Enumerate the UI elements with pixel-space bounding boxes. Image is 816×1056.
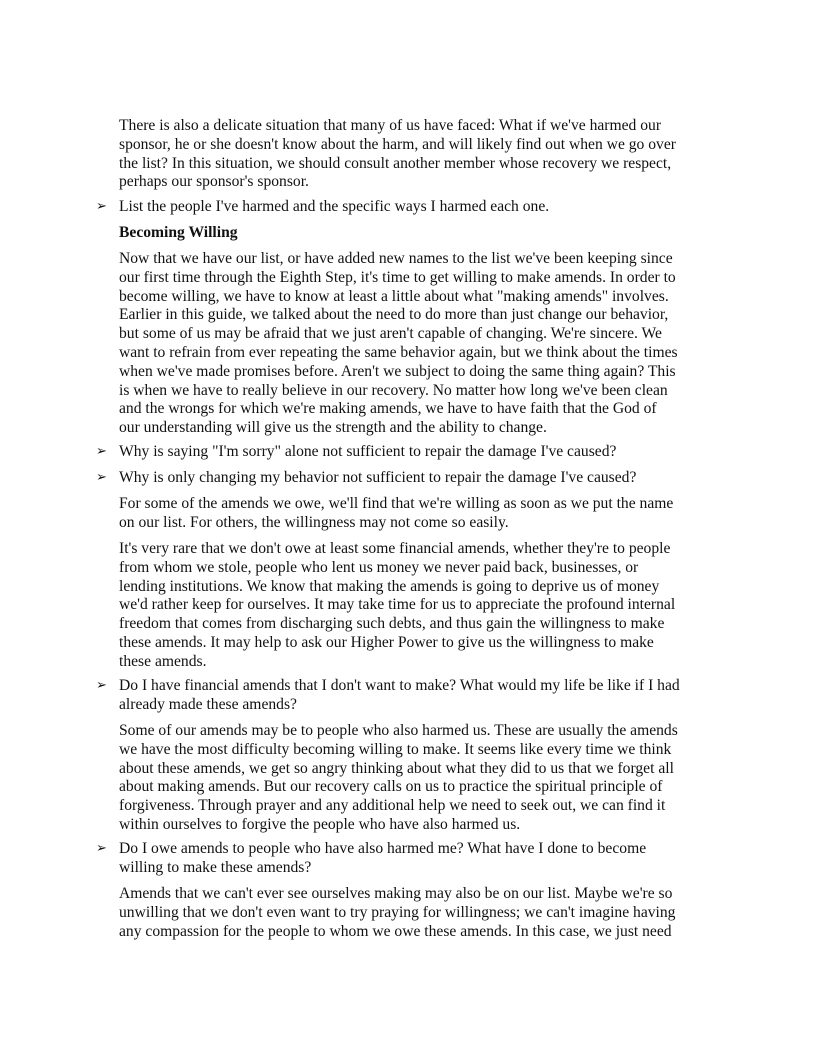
text-line: Now that we have our list, or have added new names to the list we've been keeping since xyxy=(119,250,673,267)
text-line: already made these amends? xyxy=(119,695,297,713)
text-line: these amends. It may help to ask our Higher Power to give us the willingness to make xyxy=(119,633,654,651)
text-line: List the people I've harmed and the specific ways I harmed each one. xyxy=(119,198,550,215)
text-line: any compassion for the people to whom we owe these amends. In this case, we just need xyxy=(119,922,672,940)
text-line: we have the most difficulty becoming willing to make. It seems like every time we think xyxy=(119,740,672,758)
text-line: Why is saying "I'm sorry" alone not sufficient to repair the damage I've caused? xyxy=(119,443,617,460)
bullet-arrow-icon: ➢ xyxy=(96,444,107,459)
bullet-arrow-icon: ➢ xyxy=(96,841,107,856)
text-line: from whom we stole, people who lent us money we never paid back, businesses, or xyxy=(119,558,639,576)
text-line: on our list. For others, the willingness may not come so easily. xyxy=(119,513,509,531)
question-sorry xyxy=(119,443,705,462)
text-line: about these amends, we get so angry thinking about what they did to us that we forget all xyxy=(119,759,674,777)
paragraph-willing-soon xyxy=(119,495,705,533)
text-line: Why is only changing my behavior not sufficient to repair the damage I've caused? xyxy=(119,469,637,486)
paragraph-becoming-willing xyxy=(119,250,705,438)
text-line: Some of our amends may be to people who also harmed us. These are usually the amends xyxy=(119,722,678,739)
text-line: lending institutions. We know that making the amends is going to deprive us of money xyxy=(119,577,660,595)
text-line: Do I have financial amends that I don't want to make? What would my life be like if I had xyxy=(119,677,680,694)
text-line: the list? In this situation, we should consult another member whose recovery we respect, xyxy=(119,154,672,172)
text-line: There is also a delicate situation that many of us have faced: What if we've harmed our xyxy=(119,117,662,134)
text-line: our first time through the Eighth Step, it's time to get willing to make amends. In order to xyxy=(119,268,676,286)
text-line: within ourselves to forgive the people who have also harmed us. xyxy=(119,815,521,833)
text-line: want to refrain from ever repeating the same behavior again, but we think about the times xyxy=(119,343,678,361)
paragraph-financial xyxy=(119,540,705,672)
bullet-arrow-icon: ➢ xyxy=(96,678,107,693)
text-line: It's very rare that we don't owe at least some financial amends, whether they're to people xyxy=(119,540,671,557)
text-line: about making amends. But our recovery calls on us to practice the spiritual principle of xyxy=(119,778,663,796)
question-financial xyxy=(119,677,705,715)
text-line: sponsor, he or she doesn't know about the harm, and will likely find out when we go over xyxy=(119,135,676,153)
paragraph-sponsor-harm xyxy=(119,117,705,192)
text-line: Earlier in this guide, we talked about the need to do more than just change our behavior, xyxy=(119,306,669,324)
text-line: freedom that comes from discharging such debts, and thus gain the willingness to make xyxy=(119,615,665,633)
text-line: unwilling that we don't even want to try praying for willingness; we can't imagine having xyxy=(119,903,676,921)
heading-becoming-willing: Becoming Willing xyxy=(119,224,238,241)
text-line: when we've made promises before. Aren't we subject to doing the same thing again? This xyxy=(119,362,676,380)
question-behavior xyxy=(119,469,705,488)
text-line: perhaps our sponsor's sponsor. xyxy=(119,173,309,191)
text-line: become willing, we have to know at least a little about what "making amends" involves. xyxy=(119,287,669,305)
text-line: For some of the amends we owe, we'll find that we're willing as soon as we put the name xyxy=(119,495,674,512)
text-line: we'd rather keep for ourselves. It may take time for us to appreciate the profound internal xyxy=(119,596,676,614)
text-line: Do I owe amends to people who have also harmed me? What have I done to become xyxy=(119,840,647,857)
bullet-arrow-icon: ➢ xyxy=(96,470,107,485)
text-line: forgiveness. Through prayer and any additional help we need to seek out, we can find it xyxy=(119,797,666,815)
text-line: but some of us may be afraid that we just aren't capable of changing. We're sincere. We xyxy=(119,325,662,343)
paragraph-harmed-us xyxy=(119,722,705,835)
text-line: these amends. xyxy=(119,652,207,670)
bullet-arrow-icon: ➢ xyxy=(96,199,107,214)
text-line: willing to make these amends? xyxy=(119,858,312,876)
question-list-people xyxy=(119,198,705,217)
text-line: is when we have to really believe in our recovery. No matter how long we've been clean xyxy=(119,381,668,399)
text-line: and the wrongs for which we're making amends, we have to have faith that the God of xyxy=(119,400,657,418)
paragraph-cant-see xyxy=(119,885,705,941)
text-line: our understanding will give us the strength and the ability to change. xyxy=(119,419,547,437)
question-harmed-me xyxy=(119,840,705,878)
text-line: Amends that we can't ever see ourselves making may also be on our list. Maybe we're so xyxy=(119,885,673,902)
